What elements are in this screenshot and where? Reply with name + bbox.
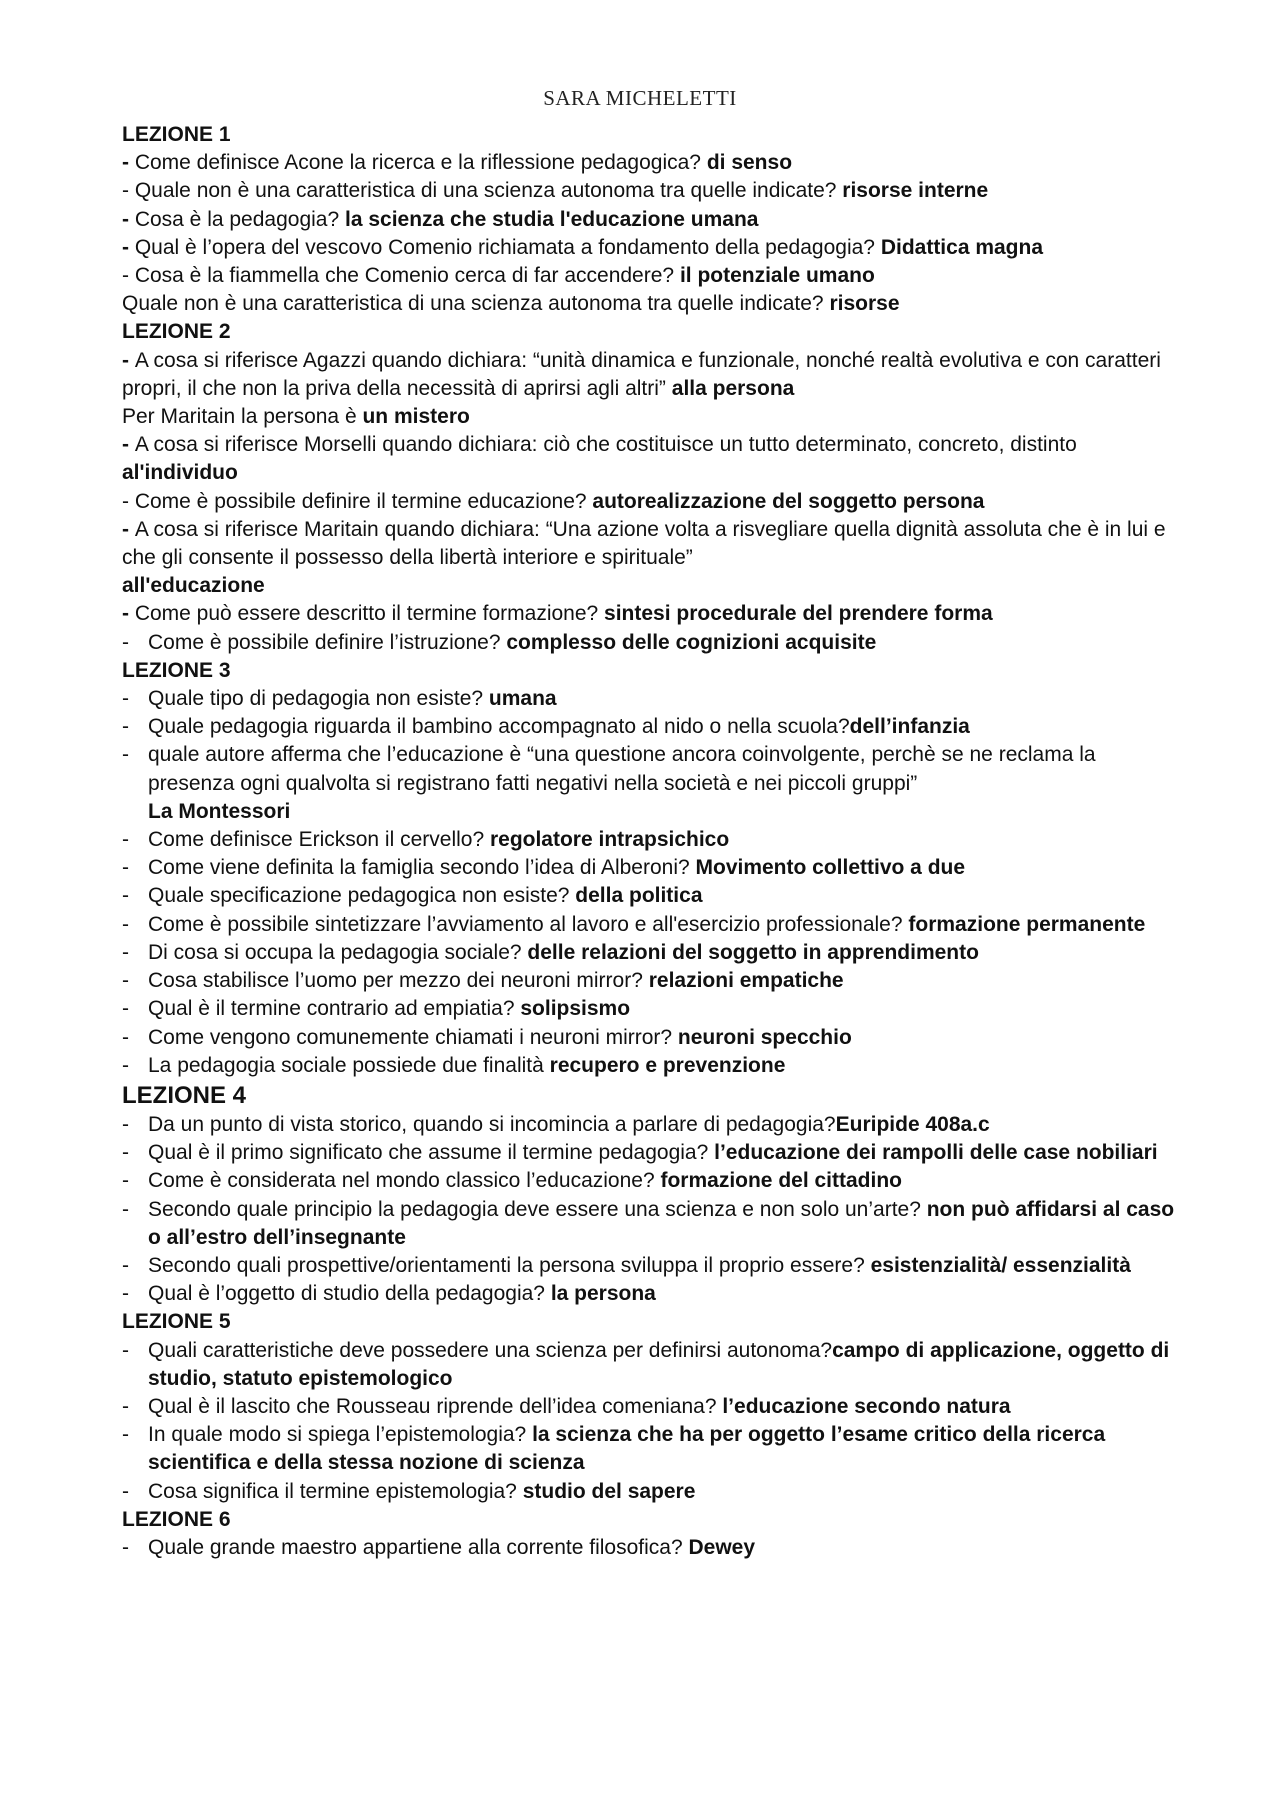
question-item [122, 347, 1182, 403]
answer-text: campo di applicazione, oggetto di studio, statuto epistemologico [148, 1338, 1170, 1390]
lesson-heading: LEZIONE 1 [122, 123, 231, 146]
answer-text: umana [488, 687, 557, 711]
question-item [122, 1337, 1182, 1393]
question-item [122, 1052, 1182, 1080]
dash-marker: - [122, 602, 135, 626]
answer-text: complesso delle cognizioni acquisite [506, 630, 877, 654]
answer-text: l’educazione dei rampolli delle case nobiliari [714, 1141, 1158, 1165]
question-text: Qual è il termine contrario ad empiatia? [148, 997, 521, 1021]
answer-text: Movimento collettivo a due [695, 856, 966, 880]
question-item [122, 967, 1182, 995]
answer-text: studio del sapere [522, 1479, 696, 1503]
question-text: Come è possibile sintetizzare l’avviamento al lavoro e all'esercizio professionale? [148, 912, 909, 936]
answer-text: la scienza che studia l'educazione umana [345, 207, 759, 231]
question-text: Da un punto di vista storico, quando si incomincia a parlare di pedagogia? [148, 1112, 836, 1136]
question-text: Come è possibile definire il termine educazione? [134, 489, 593, 513]
question-item [122, 149, 1182, 177]
answer-text: solipsismo [520, 997, 631, 1021]
answer-text: recupero e prevenzione [549, 1053, 786, 1077]
question-item [122, 262, 1182, 290]
answer-text: al'individuo [122, 461, 238, 485]
question-item [122, 882, 1182, 910]
question-item [122, 177, 1182, 205]
document-body [122, 121, 1182, 1562]
question-text: Come viene definita la famiglia secondo l’idea di Alberoni? [148, 856, 696, 880]
answer-text: La Montessori [148, 799, 291, 823]
question-item [122, 1252, 1182, 1280]
question-text: Quale tipo di pedagogia non esiste? [148, 687, 489, 711]
question-text: Cosa è la pedagogia? [134, 207, 345, 231]
answer-text: Euripide 408a.c [835, 1112, 990, 1136]
question-text: Come è considerata nel mondo classico l’educazione? [148, 1169, 661, 1193]
dash-marker: - [122, 151, 135, 175]
question-item [122, 403, 1182, 431]
question-text: Secondo quale principio la pedagogia deve essere una scienza e non solo un’arte? [148, 1197, 927, 1221]
question-item [122, 826, 1182, 854]
question-text: Qual è l’oggetto di studio della pedagogia? [148, 1282, 551, 1306]
question-text: A cosa si riferisce Morselli quando dichiara: ciò che costituisce un tutto determinato, concreto, distinto [134, 433, 1077, 457]
dash-marker: - [122, 433, 135, 457]
question-item [122, 516, 1182, 601]
question-text: Per Maritain la persona è [122, 405, 363, 429]
question-text: Cosa significa il termine epistemologia? [148, 1479, 523, 1503]
answer-text: dell’infanzia [849, 715, 970, 739]
lesson-heading: LEZIONE 4 [122, 1081, 247, 1109]
question-item [122, 1421, 1182, 1477]
lesson-heading: LEZIONE 6 [122, 1507, 231, 1531]
question-text: Qual è l’opera del vescovo Comenio richiamata a fondamento della pedagogia? [134, 235, 881, 259]
question-text: Come può essere descritto il termine formazione? [134, 602, 605, 626]
answer-text: risorse [829, 292, 900, 316]
author-header: SARA MICHELETTI [543, 86, 737, 110]
question-text: Quale grande maestro appartiene alla corrente filosofica? [148, 1535, 689, 1559]
answer-text: della politica [575, 884, 703, 908]
dash-marker: - [122, 235, 135, 259]
question-text: Qual è il primo significato che assume il termine pedagogia? [148, 1141, 715, 1165]
question-text: Come definisce Acone la ricerca e la riflessione pedagogica? [134, 151, 707, 175]
answer-text: la scienza che ha per oggetto l’esame critico della ricerca scientifica e della stessa nozione di scienza [148, 1423, 1106, 1475]
answer-text: autorealizzazione del soggetto persona [592, 489, 985, 513]
question-text: A cosa si riferisce Maritain quando dichiara: “Una azione volta a risvegliare quella dignità assoluta che è in lui e che gli consente il possesso della libertà interiore e spirituale” [122, 517, 1166, 570]
question-text: Quali caratteristiche deve possedere una scienza per definirsi autonoma? [148, 1338, 833, 1362]
question-text: Quale non è una caratteristica di una scienza autonoma tra quelle indicate? [122, 292, 830, 316]
answer-text: sintesi procedurale del prendere forma [604, 602, 993, 626]
question-item [122, 290, 1182, 318]
question-item [122, 488, 1182, 516]
dash-marker: - [122, 489, 135, 513]
question-item [122, 1139, 1182, 1167]
question-text: Secondo quali prospettive/orientamenti la persona sviluppa il proprio essere? [148, 1253, 871, 1277]
question-item [122, 939, 1182, 967]
question-item [122, 1393, 1182, 1421]
question-item [122, 911, 1182, 939]
question-text: Cosa stabilisce l’uomo per mezzo dei neuroni mirror? [148, 969, 649, 993]
lesson-heading: LEZIONE 3 [122, 658, 231, 682]
answer-text: Dewey [688, 1535, 756, 1559]
question-item [122, 206, 1182, 234]
question-item [122, 629, 1182, 657]
question-text: La pedagogia sociale possiede due finalità [148, 1053, 550, 1077]
answer-text: relazioni empatiche [648, 969, 844, 993]
answer-text: alla persona [671, 376, 795, 400]
answer-text: non può affidarsi al caso o all’estro dell’insegnante [148, 1197, 1175, 1249]
question-text: Cosa è la fiammella che Comenio cerca di far accendere? [134, 264, 680, 288]
question-text: Come definisce Erickson il cervello? [148, 828, 490, 852]
question-text: Di cosa si occupa la pedagogia sociale? [148, 940, 528, 964]
question-item [122, 1280, 1182, 1308]
answer-text: risorse interne [842, 179, 989, 203]
answer-text: regolatore intrapsichico [489, 828, 730, 852]
answer-text: Didattica magna [880, 235, 1044, 259]
answer-text: all'educazione [122, 574, 265, 598]
question-text: Quale non è una caratteristica di una scienza autonoma tra quelle indicate? [134, 179, 843, 203]
lesson-heading: LEZIONE 5 [122, 1310, 231, 1334]
question-item [122, 713, 1182, 741]
answer-text: la persona [550, 1282, 656, 1306]
answer-text: formazione del cittadino [660, 1169, 902, 1193]
question-text: Come è possibile definire l’istruzione? [148, 630, 507, 654]
question-item [122, 1478, 1182, 1506]
dash-marker: - [122, 207, 135, 231]
question-item [122, 431, 1182, 487]
dash-marker: - [122, 517, 135, 541]
dash-marker: - [122, 264, 135, 288]
dash-marker: - [122, 348, 135, 372]
answer-text: delle relazioni del soggetto in apprendimento [527, 940, 979, 964]
answer-text: un mistero [362, 405, 470, 429]
question-text: quale autore afferma che l’educazione è “una questione ancora coinvolgente, perchè se ne reclama la presenza ogni qualvolta si registrano fatti negativi nella società e nei piccoli gruppi” [148, 743, 1096, 795]
question-item [122, 1024, 1182, 1052]
question-text: In quale modo si spiega l’epistemologia? [148, 1423, 533, 1447]
question-item [122, 854, 1182, 882]
question-item [122, 995, 1182, 1023]
question-text: A cosa si riferisce Agazzi quando dichiara: “unità dinamica e funzionale, nonché realtà evolutiva e con caratteri propri, il che non la priva della necessità di aprirsi agli altri” [122, 348, 1161, 400]
answer-text: il potenziale umano [679, 264, 875, 288]
question-item [122, 1167, 1182, 1195]
question-item [122, 1534, 1182, 1562]
question-item [122, 600, 1182, 628]
question-item [122, 685, 1182, 713]
question-item [122, 234, 1182, 262]
question-text: Quale pedagogia riguarda il bambino accompagnato al nido o nella scuola? [148, 715, 850, 739]
answer-text: l’educazione secondo natura [722, 1394, 1011, 1418]
question-text: Come vengono comunemente chiamati i neuroni mirror? [148, 1025, 678, 1049]
answer-text: esistenzialità/ essenzialità [870, 1253, 1131, 1277]
question-item [122, 1196, 1182, 1252]
question-item [122, 741, 1182, 826]
answer-text: di senso [706, 151, 793, 175]
question-text: Qual è il lascito che Rousseau riprende dell’idea comeniana? [148, 1394, 723, 1418]
dash-marker: - [122, 179, 135, 203]
lesson-heading: LEZIONE 2 [122, 320, 231, 344]
question-text: Quale specificazione pedagogica non esiste? [148, 884, 576, 908]
question-item [122, 1111, 1182, 1139]
answer-text: neuroni specchio [677, 1025, 852, 1049]
answer-text: formazione permanente [908, 912, 1146, 936]
